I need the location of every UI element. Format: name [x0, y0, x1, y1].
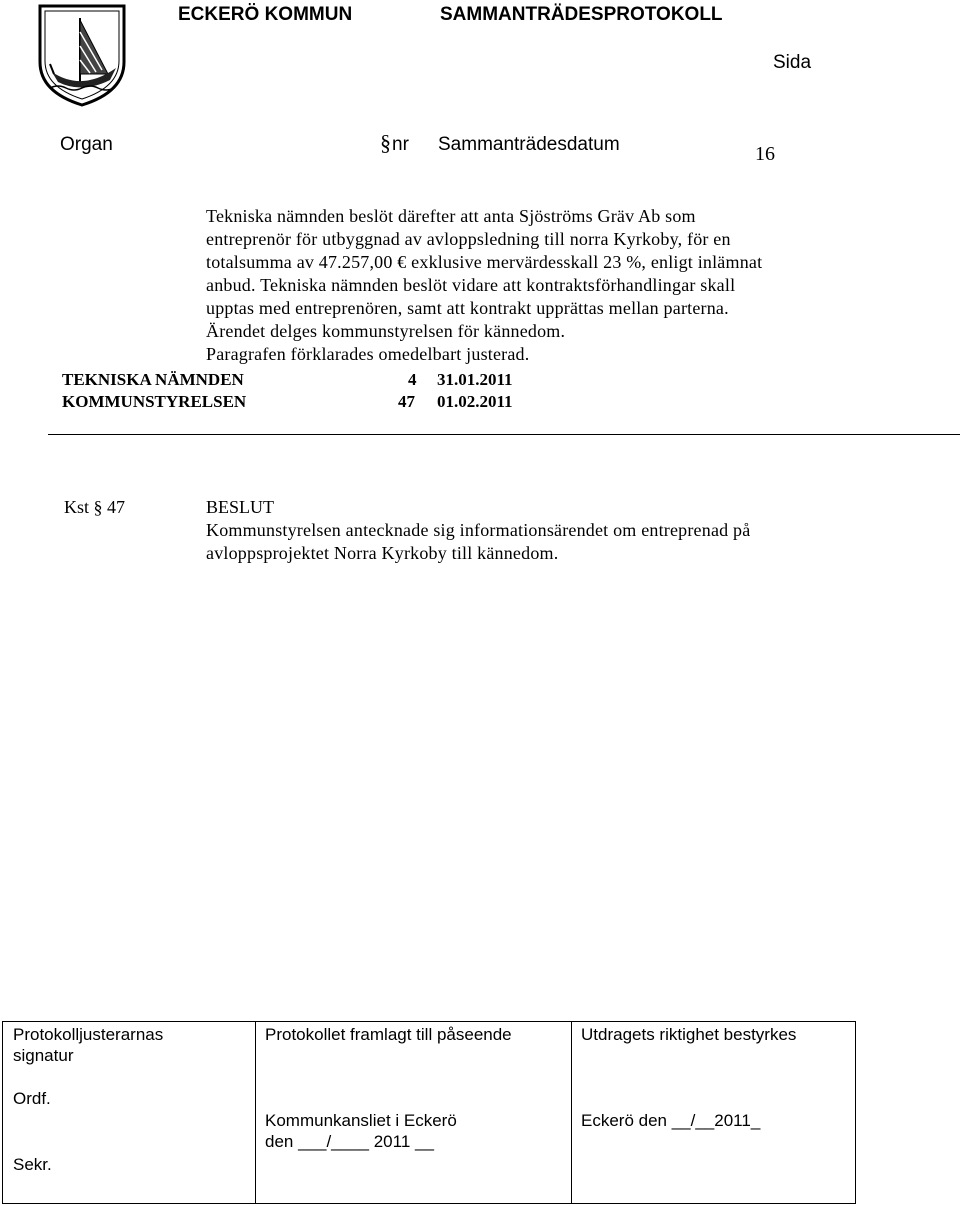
section-divider	[48, 434, 960, 435]
organ-label: Organ	[60, 134, 113, 155]
body-line: totalsumma av 47.257,00 € exklusive mervärdesskall 23 %, enligt inlämnat	[206, 252, 763, 272]
footer-col-signatures	[3, 1022, 255, 1203]
reference-nr: 47	[398, 392, 415, 411]
footer-posted-title: Protokollet framlagt till påseende	[265, 1025, 512, 1044]
footer-col-certified	[571, 1022, 854, 1203]
footer-posted-date: den ___/____ 2011 __	[265, 1132, 434, 1151]
municipal-crest-logo	[36, 2, 128, 108]
date-label: Sammanträdesdatum	[438, 134, 620, 155]
nr-label: nr	[392, 134, 409, 155]
footer-signatures-title-2: signatur	[13, 1046, 74, 1065]
municipality-name: ECKERÖ KOMMUN	[178, 4, 353, 25]
body-line: Paragrafen förklarades omedelbart justerad.	[206, 344, 530, 364]
reference-organ: TEKNISKA NÄMNDEN	[62, 370, 244, 389]
body-line: anbud. Tekniska nämnden beslöt vidare att kontraktsförhandlingar skall	[206, 275, 736, 295]
footer-ordf-label: Ordf.	[13, 1089, 51, 1108]
decision-section-ref: Kst § 47	[64, 497, 126, 517]
page-number: 16	[755, 143, 775, 165]
footer-posted-place: Kommunkansliet i Eckerö	[265, 1111, 457, 1130]
body-line: upptas med entreprenören, samt att kontrakt upprättas mellan parterna.	[206, 298, 729, 318]
signature-footer-table	[2, 1021, 856, 1204]
reference-nr: 4	[408, 370, 417, 389]
section-sign-icon: §	[380, 130, 391, 155]
page-label: Sida	[773, 52, 812, 73]
footer-col-posted	[255, 1022, 571, 1203]
body-line: Ärendet delges kommunstyrelsen för kännedom.	[206, 321, 566, 341]
decision-line: Kommunstyrelsen antecknade sig informationsärendet om entreprenad på	[206, 520, 751, 540]
body-line: Tekniska nämnden beslöt därefter att anta Sjöströms Gräv Ab som	[206, 206, 696, 226]
footer-signatures-title: Protokolljusterarnas	[13, 1025, 164, 1044]
decision-heading: BESLUT	[206, 497, 275, 517]
reference-organ: KOMMUNSTYRELSEN	[62, 392, 247, 411]
reference-date: 01.02.2011	[437, 392, 513, 411]
footer-certified-title: Utdragets riktighet bestyrkes	[581, 1025, 797, 1044]
footer-sekr-label: Sekr.	[13, 1155, 52, 1174]
document-type: SAMMANTRÄDESPROTOKOLL	[440, 4, 723, 25]
decision-line: avloppsprojektet Norra Kyrkoby till kännedom.	[206, 543, 559, 563]
footer-certified-date: Eckerö den __/__2011_	[581, 1111, 761, 1130]
reference-date: 31.01.2011	[437, 370, 513, 389]
body-line: entreprenör för utbyggnad av avloppsledning till norra Kyrkoby, för en	[206, 229, 731, 249]
